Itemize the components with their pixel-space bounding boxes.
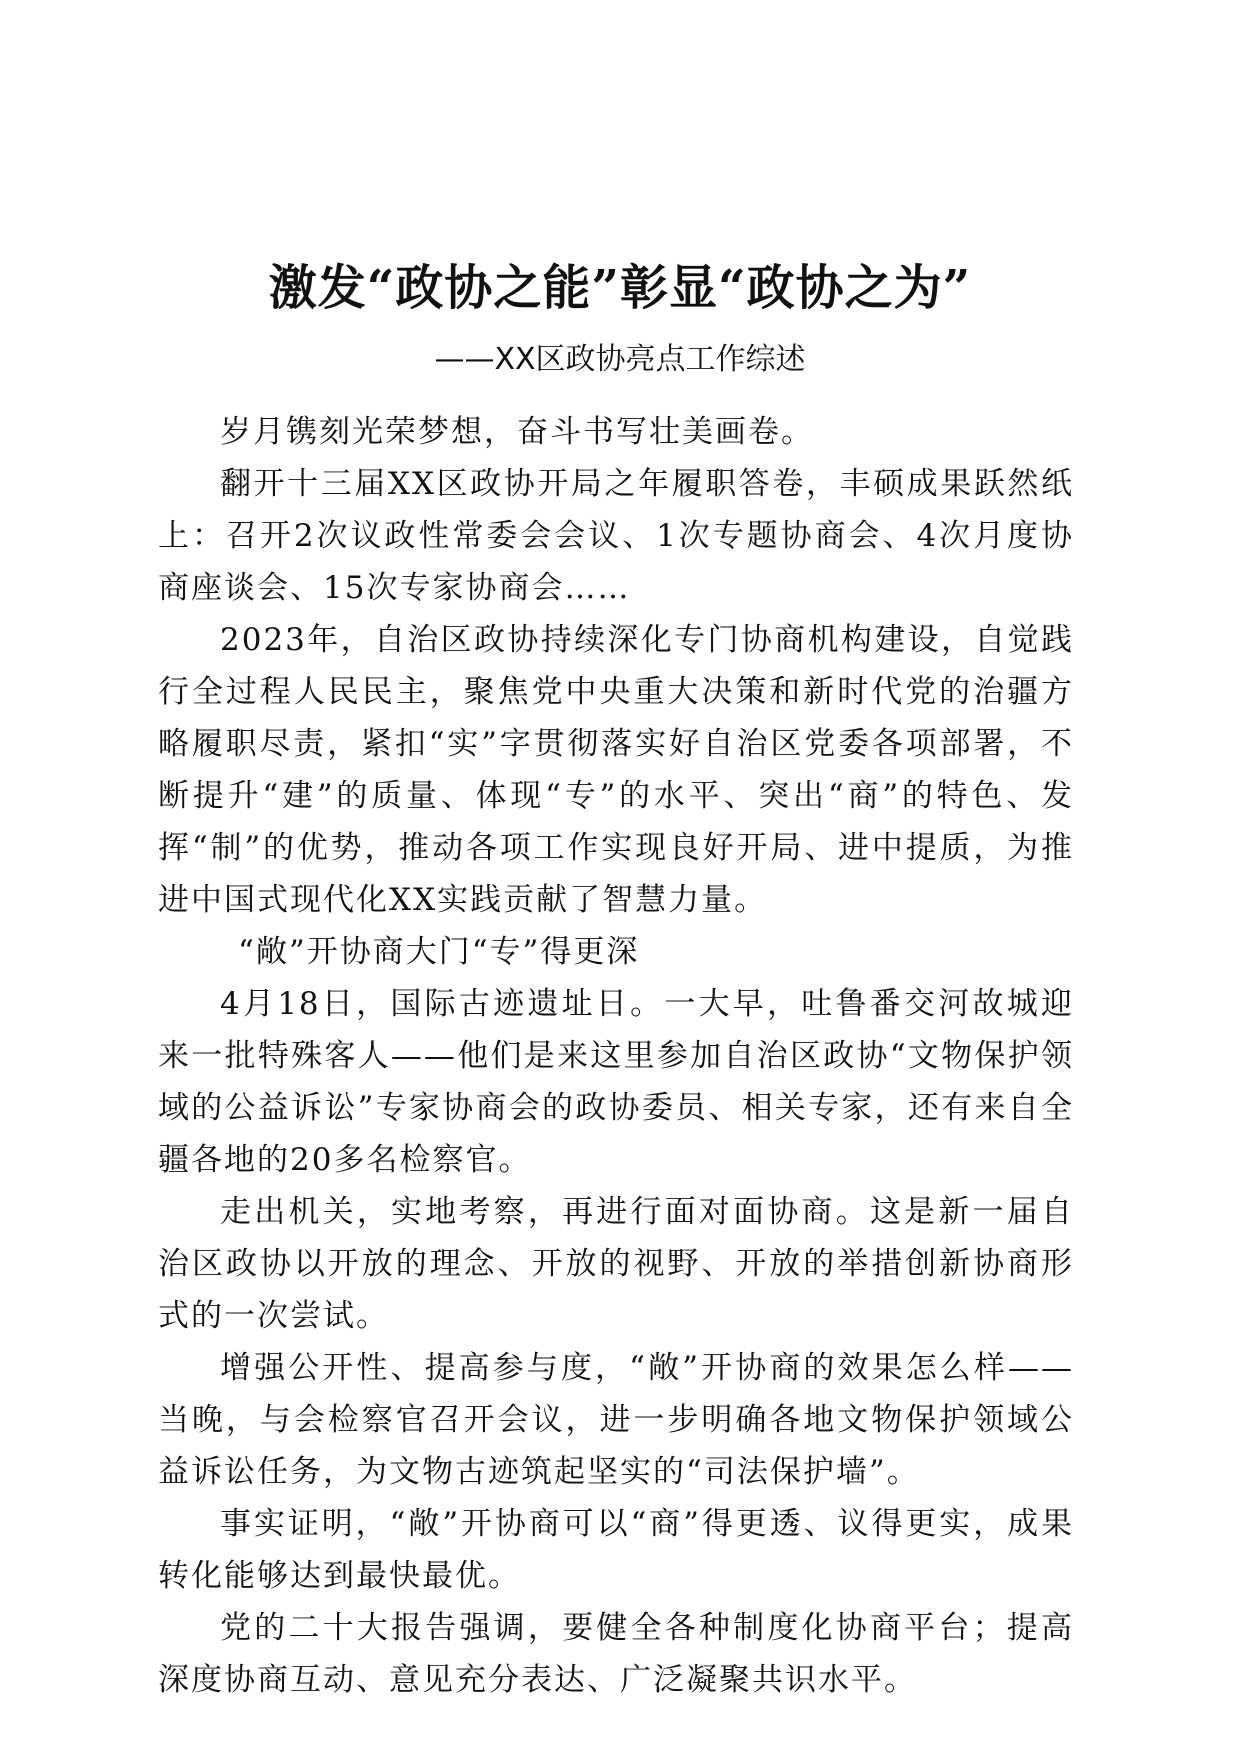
paragraph: 党的二十大报告强调，要健全各种制度化协商平台；提高深度协商互动、意见充分表达、广泛凝聚共识水平。 <box>158 1610 1074 1698</box>
section-heading: “敞”开协商大门“专”得更深 <box>238 934 640 970</box>
paragraph: 走出机关，实地考察，再进行面对面协商。这是新一届自治区政协以开放的理念、开放的视野、开放的举措创新协商形式的一次尝试。 <box>158 1194 1074 1334</box>
paragraph: 事实证明，“敞”开协商可以“商”得更透、议得更实，成果转化能够达到最快最优。 <box>158 1506 1074 1594</box>
paragraph: 2023年，自治区政协持续深化专门协商机构建设，自觉践行全过程人民民主，聚焦党中央重大决策和新时代党的治疆方略履职尽责，紧扣“实”字贯彻落实好自治区党委各项部署，不断提升“建”的质量、体现“专”的水平、突出“商”的特色、发挥“制”的优势，推动各项工作实现良好开局、进中提质，为推进中国式现代化XX实践贡献了智慧力量。 <box>158 622 1074 918</box>
paragraph: 增强公开性、提高参与度，“敞”开协商的效果怎么样——当晚，与会检察官召开会议，进一步明确各地文物保护领域公益诉讼任务，为文物古迹筑起坚实的“司法保护墙”。 <box>158 1350 1074 1490</box>
document-title: 激发“政协之能”彰显“政协之为” <box>268 260 972 316</box>
paragraph: 岁月镌刻光荣梦想，奋斗书写壮美画卷。 <box>220 414 814 450</box>
document-subtitle: ——XX区政协亮点工作综述 <box>434 342 806 377</box>
document-body <box>158 406 1074 1706</box>
paragraph: 4月18日，国际古迹遗址日。一大早，吐鲁番交河故城迎来一批特殊客人——他们是来这里参加自治区政协“文物保护领域的公益诉讼”专家协商会的政协委员、相关专家，还有来自全疆各地的20多名检察官。 <box>158 986 1074 1178</box>
paragraph: 翻开十三届XX区政协开局之年履职答卷，丰硕成果跃然纸上：召开2次议政性常委会会议、1次专题协商会、4次月度协商座谈会、15次专家协商会…… <box>158 466 1074 606</box>
